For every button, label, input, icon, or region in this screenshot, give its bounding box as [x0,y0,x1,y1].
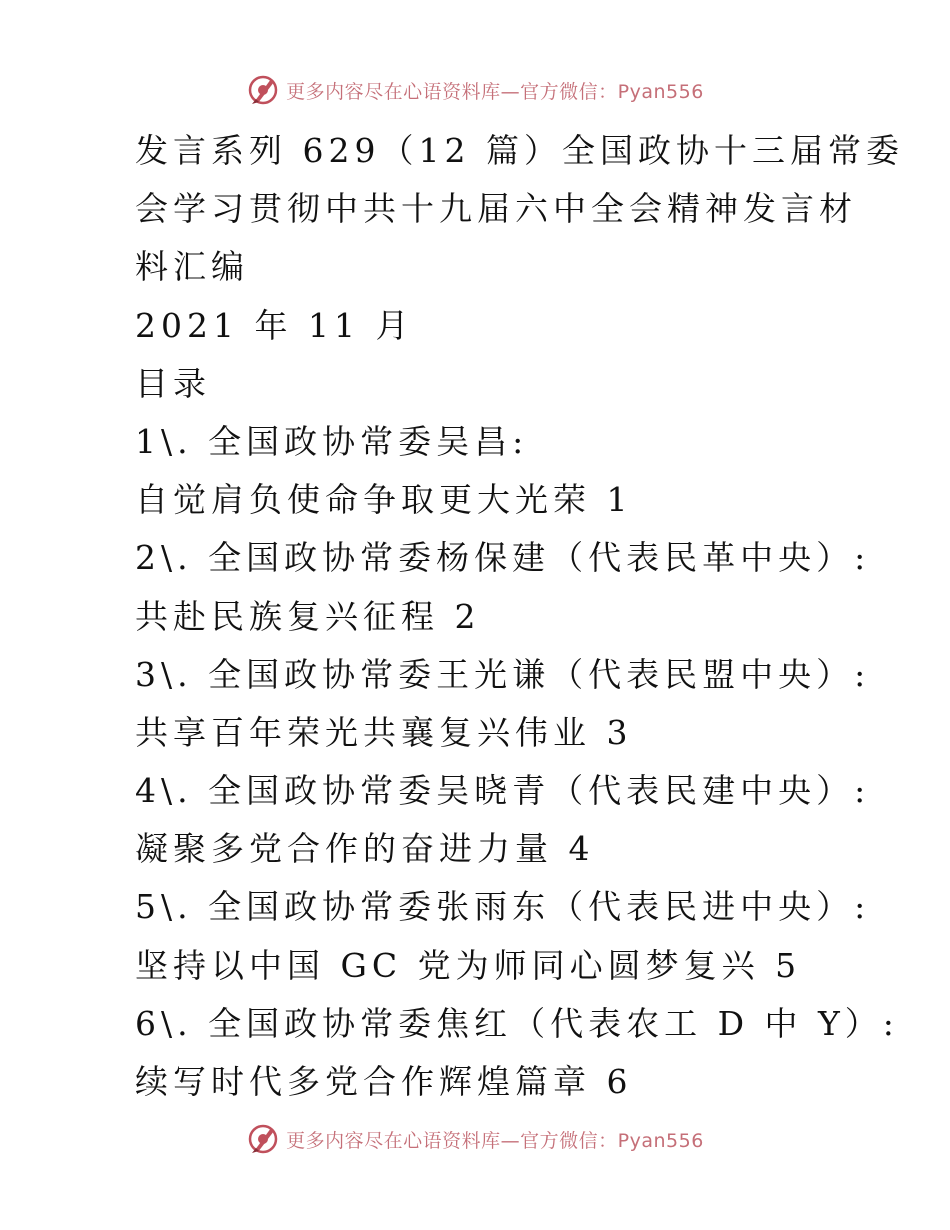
pen-logo-icon [246,73,280,107]
watermark-text: 更多内容尽在心语资料库—官方微信：Pyan556 [286,80,704,103]
toc-entry-3-title: 共享百年荣光共襄复兴伟业 3 [135,712,633,752]
toc-entry-1-speaker: 1\. 全国政协常委吴昌: [135,421,529,461]
title-line-2: 会学习贯彻中共十九届六中全会精神发言材 [135,189,857,229]
toc-entry-2-speaker: 2\. 全国政协常委杨保建（代表民革中央）: [135,538,871,578]
toc-entry-5-title: 坚持以中国 GC 党为师同心圆梦复兴 5 [135,945,802,985]
toc-entry-6-title: 续写时代多党合作辉煌篇章 6 [135,1062,633,1101]
toc-entry-5-speaker: 5\. 全国政协常委张雨东（代表民进中央）: [135,887,871,927]
pen-logo-icon [246,1122,280,1156]
footer-watermark [0,1119,950,1159]
header-watermark [0,70,950,110]
document-date: 2021 年 11 月 [135,305,414,345]
toc-entry-4-speaker: 4\. 全国政协常委吴晓青（代表民建中央）: [135,771,871,811]
toc-entry-3-speaker: 3\. 全国政协常委王光谦（代表民盟中央）: [135,654,871,694]
toc-heading: 目录 [135,363,211,403]
title-line-1: 发言系列 629（12 篇）全国政协十三届常委 [135,131,904,170]
toc-entry-4-title: 凝聚多党合作的奋进力量 4 [135,829,595,869]
toc-entry-1-title: 自觉肩负使命争取更大光荣 1 [135,480,633,520]
watermark-text: 更多内容尽在心语资料库—官方微信：Pyan556 [286,1129,704,1152]
title-line-3: 料汇编 [135,247,249,287]
toc-entry-2-title: 共赴民族复兴征程 2 [135,596,481,636]
document-body [135,122,904,1111]
toc-entry-6-speaker: 6\. 全国政协常委焦红（代表农工 D 中 Y）: [135,1003,899,1043]
